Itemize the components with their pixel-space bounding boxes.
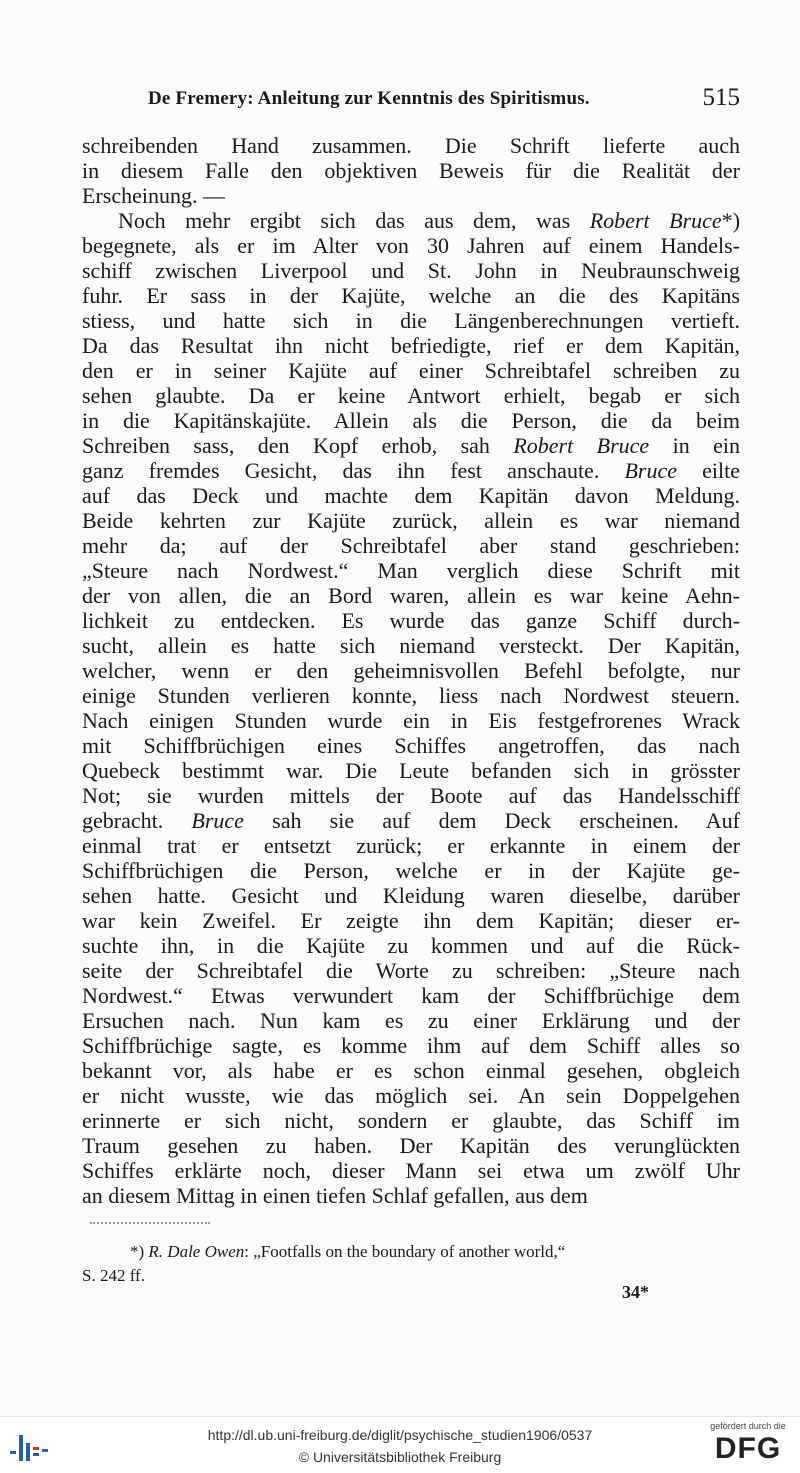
text-line: Erscheinung. —	[82, 183, 225, 208]
text-line: „Steure nach Nordwest.“ Man verglich diese Schrift mit	[82, 558, 740, 583]
page-number: 515	[702, 84, 740, 111]
text-line: in die Kapitänskajüte. Allein als die Person, die da beim	[82, 408, 740, 433]
text-line: Nach einigen Stunden wurde ein in Eis festgefrorenes Wrack	[82, 708, 740, 733]
text-line: einmal trat er entsetzt zurück; er erkannte in einem der	[82, 833, 740, 858]
text-fragment: sah sie auf dem Deck erscheinen. Auf	[243, 808, 740, 833]
text-line: welcher, wenn er den geheimnisvollen Befehl befolgte, nur	[82, 658, 740, 683]
italic-name: Robert Bruce	[513, 433, 650, 458]
text-line: in diesem Falle den objektiven Beweis für die Realität der	[82, 158, 740, 183]
italic-name: Bruce	[624, 458, 677, 483]
text-line: an diesem Mittag in einen tiefen Schlaf gefallen, aus dem	[82, 1183, 588, 1208]
text-line	[82, 433, 740, 458]
text-line: war kein Zweifel. Er zeigte ihn dem Kapitän; dieser er-	[82, 908, 740, 933]
text-line: einige Stunden verlieren konnte, liess nach Nordwest steuern.	[82, 683, 740, 708]
text-line	[82, 208, 740, 233]
text-fragment: *)	[721, 208, 741, 233]
text-fragment: in ein	[649, 433, 741, 458]
text-line: sehen hatte. Gesicht und Kleidung waren dieselbe, darüber	[82, 883, 740, 908]
text-line: seite der Schreibtafel die Worte zu schreiben: „Steure nach	[82, 958, 740, 983]
text-line: sehen glaubte. Da er keine Antwort erhielt, begab er sich	[82, 383, 740, 408]
text-line: Quebeck bestimmt war. Die Leute befanden sich in grösster	[82, 758, 740, 783]
text-line: Da das Resultat ihn nicht befriedigte, rief er dem Kapitän,	[82, 333, 740, 358]
text-line: suchte ihn, in die Kajüte zu kommen und auf die Rück-	[82, 933, 740, 958]
text-fragment: Schreiben sass, den Kopf erhob, sah	[82, 433, 514, 458]
text-line: Not; sie wurden mittels der Boote auf das Handelsschiff	[82, 783, 740, 808]
text-line	[82, 458, 740, 483]
text-line: er nicht wusste, wie das möglich sei. An sein Doppelgehen	[82, 1083, 740, 1108]
text-line: Schiffbrüchige sagte, es komme ihm auf dem Schiff alles so	[82, 1033, 740, 1058]
italic-name: Robert Bruce	[589, 208, 722, 233]
text-line: fuhr. Er sass in der Kajüte, welche an die des Kapitäns	[82, 283, 740, 308]
footnote-marker: *)	[130, 1242, 145, 1261]
footnote-divider	[90, 1222, 210, 1224]
text-line: Schiffbrüchigen die Person, welche er in der Kajüte ge-	[82, 858, 740, 883]
footnote	[82, 1240, 744, 1288]
text-line: erinnerte er sich nicht, sondern er glaubte, das Schiff im	[82, 1108, 740, 1133]
text-line: Nordwest.“ Etwas verwundert kam der Schiffbrüchige dem	[82, 983, 740, 1008]
footnote-text: : „Footfalls on the boundary of another world,“	[244, 1242, 566, 1261]
text-fragment: Noch mehr ergibt sich das aus dem, was	[118, 208, 590, 233]
text-line: stiess, und hatte sich in die Längenberechnungen vertieft.	[82, 308, 740, 333]
text-line: auf das Deck und machte dem Kapitän davon Meldung.	[82, 483, 740, 508]
text-line: bekannt vor, als habe er es schon einmal gesehen, obgleich	[82, 1058, 740, 1083]
running-head-title: De Fremery: Anleitung zur Kenntnis des Spiritismus.	[148, 88, 590, 109]
text-line: sucht, allein es hatte sich niemand versteckt. Der Kapitän,	[82, 633, 740, 658]
running-head	[148, 86, 740, 112]
body-text	[82, 133, 740, 1208]
page-url-link[interactable]: http://dl.ub.uni-freiburg.de/diglit/psychische_studien1906/0537	[207, 1427, 593, 1443]
text-line: lichkeit zu entdecken. Es wurde das ganze Schiff durch-	[82, 608, 740, 633]
text-line: Schiffes erklärte noch, dieser Mann sei etwa um zwölf Uhr	[82, 1158, 740, 1183]
copyright-notice: © Universitätsbibliothek Freiburg	[298, 1449, 502, 1465]
text-line: Traum gesehen zu haben. Der Kapitän des verunglückten	[82, 1133, 740, 1158]
viewer-footer	[0, 1416, 800, 1473]
text-line: mit Schiffbrüchigen eines Schiffes angetroffen, das nach	[82, 733, 740, 758]
text-fragment: eilte	[676, 458, 740, 483]
text-line: Beide kehrten zur Kajüte zurück, allein es war niemand	[82, 508, 740, 533]
text-line: Ersuchen nach. Nun kam es zu einer Erklärung und der	[82, 1008, 740, 1033]
text-line: den er in seiner Kajüte auf einer Schreibtafel schreiben zu	[82, 358, 740, 383]
dfg-wordmark: DFG	[714, 1432, 782, 1465]
text-line	[82, 808, 740, 833]
text-line: schreibenden Hand zusammen. Die Schrift lieferte auch	[82, 133, 740, 158]
signature-mark: 34*	[622, 1282, 649, 1302]
footnote-continuation: S. 242 ff.	[82, 1266, 145, 1285]
text-fragment: gebracht.	[82, 808, 192, 833]
text-line: der von allen, die an Bord waren, allein es war keine Aehn-	[82, 583, 740, 608]
footnote-author: R. Dale Owen	[148, 1242, 245, 1261]
italic-name: Bruce	[191, 808, 244, 833]
dfg-tagline: gefördert durch die	[710, 1421, 786, 1431]
text-fragment: ganz fremdes Gesicht, das ihn fest anschaute.	[82, 458, 625, 483]
dfg-logo[interactable]	[704, 1421, 792, 1471]
footnote-line	[82, 1240, 744, 1264]
text-line: mehr da; auf der Schreibtafel aber stand geschrieben:	[82, 533, 740, 558]
text-line: begegnete, als er im Alter von 30 Jahren auf einem Handels-	[82, 233, 740, 258]
text-line: schiff zwischen Liverpool und St. John in Neubraunschweig	[82, 258, 740, 283]
